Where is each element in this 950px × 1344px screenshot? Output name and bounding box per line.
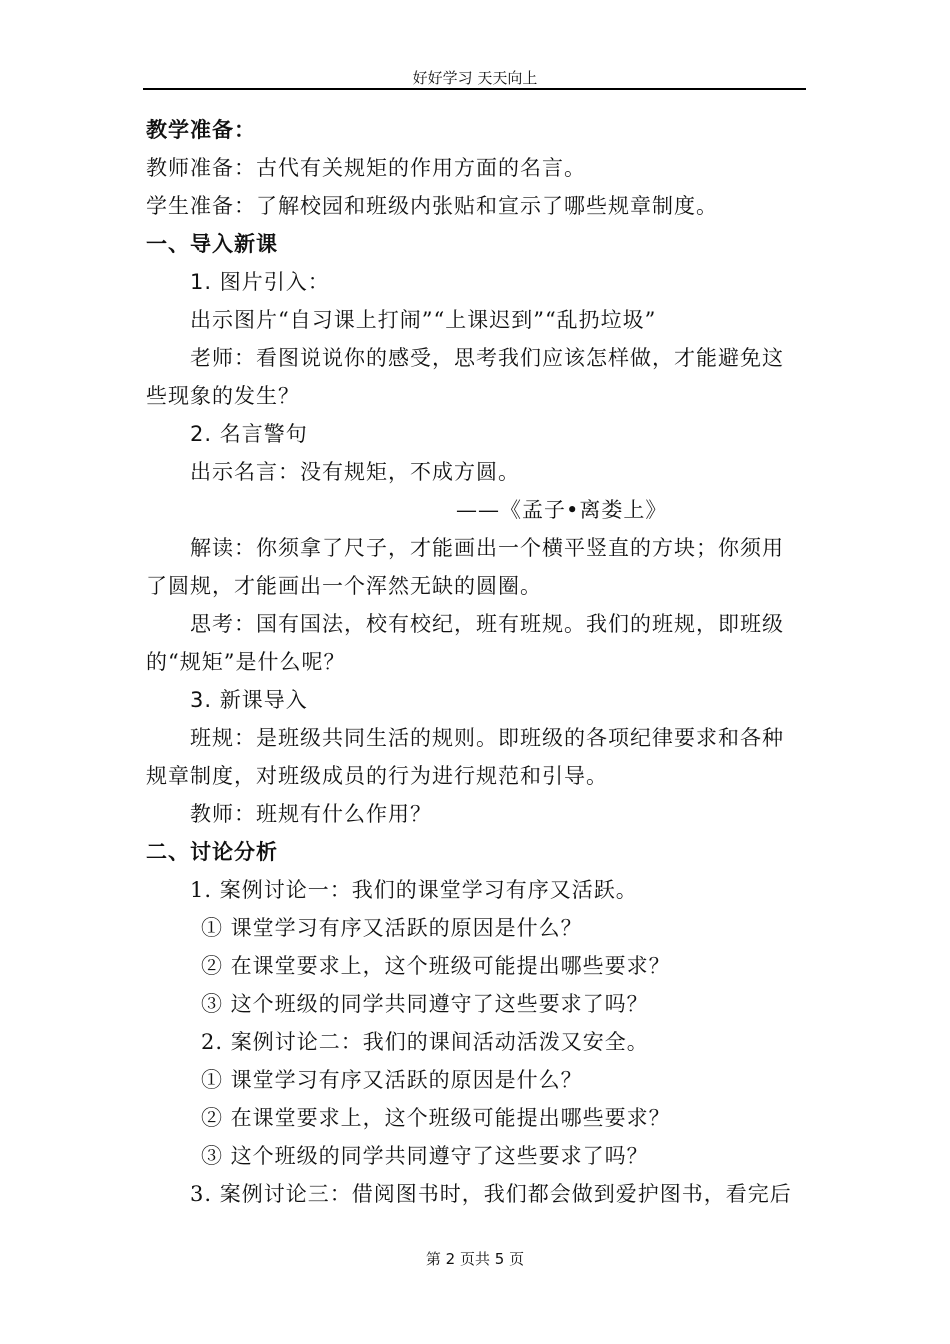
paragraph-line: 出示图片“自习课上打闹”“上课迟到”“乱扔垃圾” (190, 308, 657, 332)
list-item: ① 课堂学习有序又活跃的原因是什么？ (201, 916, 583, 940)
list-item: ② 在课堂要求上，这个班级可能提出哪些要求？ (201, 1106, 671, 1130)
header-divider (143, 88, 806, 90)
paragraph-line: 规章制度，对班级成员的行为进行规范和引导。 (146, 764, 608, 788)
section-heading-discussion: 二、讨论分析 (146, 840, 278, 864)
paragraph-line: 思考：国有国法，校有校纪，班有班规。我们的班规，即班级 (190, 612, 784, 636)
paragraph-line: 的“规矩”是什么呢？ (146, 650, 346, 674)
section-heading-preparation: 教学准备： (146, 118, 256, 142)
paragraph-line: 班规：是班级共同生活的规则。即班级的各项纪律要求和各种 (190, 726, 784, 750)
page-header: 好好学习 天天向上 (412, 69, 538, 87)
paragraph-line: 学生准备：了解校园和班级内张贴和宣示了哪些规章制度。 (146, 194, 718, 218)
quote-attribution: ——《孟子•离娄上》 (456, 498, 668, 522)
case-heading: 3. 案例讨论三：借阅图书时，我们都会做到爱护图书，看完后 (190, 1182, 792, 1206)
list-item: ① 课堂学习有序又活跃的原因是什么？ (201, 1068, 583, 1092)
case-heading: 2. 案例讨论二：我们的课间活动活泼又安全。 (201, 1030, 649, 1054)
list-item: ③ 这个班级的同学共同遵守了这些要求了吗？ (201, 992, 649, 1016)
paragraph-line: 出示名言：没有规矩，不成方圆。 (190, 460, 520, 484)
section-heading-intro: 一、导入新课 (146, 232, 278, 256)
subheading-line: 1. 图片引入： (190, 270, 330, 294)
paragraph-line: 教师：班规有什么作用？ (190, 802, 432, 826)
list-item: ③ 这个班级的同学共同遵守了这些要求了吗？ (201, 1144, 649, 1168)
paragraph-line: 老师：看图说说你的感受，思考我们应该怎样做，才能避免这 (190, 346, 784, 370)
subheading-line: 2. 名言警句 (190, 422, 308, 446)
list-item: ② 在课堂要求上，这个班级可能提出哪些要求？ (201, 954, 671, 978)
case-heading: 1. 案例讨论一：我们的课堂学习有序又活跃。 (190, 878, 638, 902)
paragraph-line: 些现象的发生？ (146, 384, 300, 408)
paragraph-line: 了圆规，才能画出一个浑然无缺的圆圈。 (146, 574, 542, 598)
subheading-line: 3. 新课导入 (190, 688, 308, 712)
paragraph-line: 教师准备：古代有关规矩的作用方面的名言。 (146, 156, 586, 180)
page-footer: 第 2 页共 5 页 (425, 1250, 525, 1268)
paragraph-line: 解读：你须拿了尺子，才能画出一个横平竖直的方块；你须用 (190, 536, 784, 560)
